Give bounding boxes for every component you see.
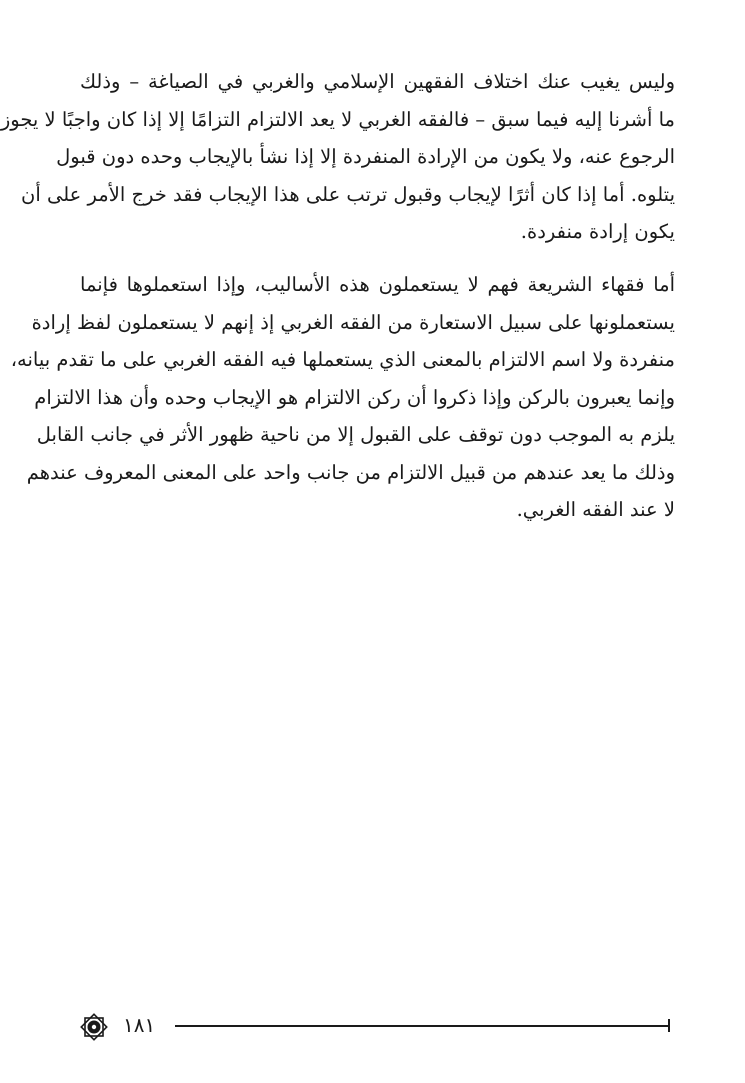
text-line: الرجوع عنه، ولا يكون من الإرادة المنفردة إلا إذا نشأ بالإيجاب وحده دون قبول	[56, 145, 675, 168]
page-number: ١٨١	[123, 1013, 156, 1037]
text-line: وليس يغيب عنك اختلاف الفقهين الإسلامي والغربي في الصياغة – وذلك	[80, 70, 675, 93]
text-line: منفردة ولا اسم الالتزام بالمعنى الذي يستعملها فيه الفقه الغربي على ما تقدم بيانه،	[10, 348, 675, 371]
text-line: يلزم به الموجب دون توقف على القبول إلا من ناحية ظهور الأثر في جانب القابل	[36, 423, 675, 446]
text-line: لا عند الفقه الغربي.	[516, 498, 675, 521]
star-ornament-icon	[80, 1013, 108, 1041]
page-footer	[80, 1010, 680, 1040]
paragraph-1	[0, 63, 675, 251]
text-line: ما أشرنا إليه فيما سبق – فالفقه الغربي لا يعد الالتزام التزامًا إلا إذا كان واجبًا لا يجوز	[0, 107, 675, 131]
text-line: يتلوه. أما إذا كان أثرًا لإيجاب وقبول ترتب على هذا الإيجاب فقد خرج الأمر على أن	[21, 182, 675, 206]
text-line: وإنما يعبرون بالركن وإذا ذكروا أن ركن الالتزام هو الإيجاب وحده وأن هذا الالتزام	[34, 385, 675, 409]
text-line: يستعملونها على سبيل الاستعارة من الفقه الغربي إذ إنهم لا يستعملون لفظ إرادة	[31, 310, 675, 334]
footer-rule-end	[668, 1019, 670, 1032]
text-line: وذلك ما يعد عندهم من قبيل الالتزام من جانب واحد على المعنى المعروف عندهم	[26, 460, 675, 484]
text-line: أما فقهاء الشريعة فهم لا يستعملون هذه الأساليب، وإذا استعملوها فإنما	[80, 273, 675, 296]
text-line: يكون إرادة منفردة.	[520, 220, 675, 243]
footer-rule	[175, 1025, 670, 1027]
paragraph-2	[10, 266, 675, 529]
